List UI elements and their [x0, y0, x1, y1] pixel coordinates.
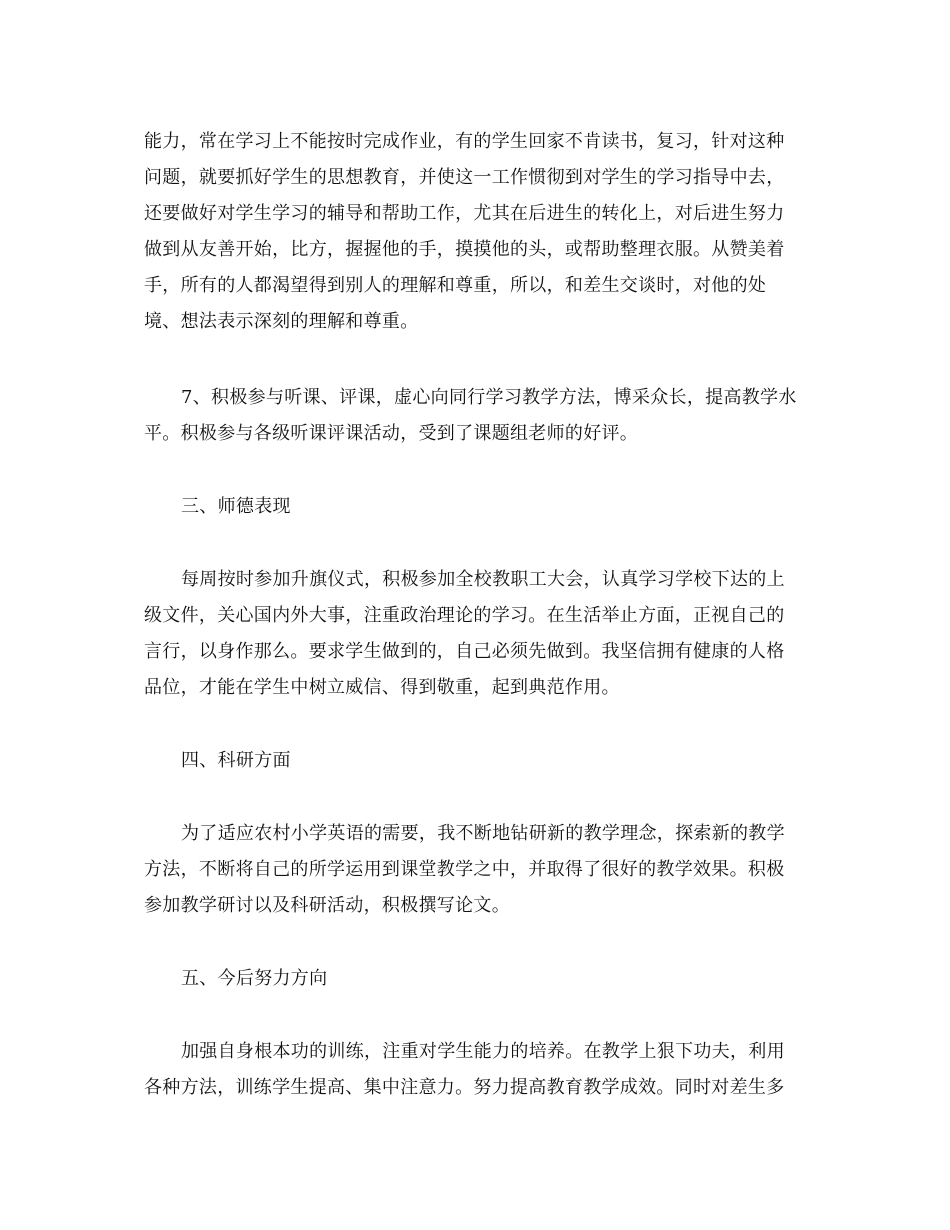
text-line: 境、想法表示深刻的理解和尊重。	[144, 311, 419, 332]
section-heading-3	[144, 489, 814, 525]
paragraph-research	[144, 816, 814, 924]
text-line: 还要做好对学生学习的辅导和帮助工作，尤其在后进生的转化上，对后进生努力	[144, 203, 785, 224]
text-line: 7、积极参与听课、评课，虚心向同行学习教学方法，博采众长，提高教学水	[181, 387, 797, 408]
text-line: 能力，常在学习上不能按时完成作业，有的学生回家不肯读书，复习，针对这种	[144, 131, 785, 152]
text-line: 各种方法，训练学生提高、集中注意力。努力提高教育教学成效。同时对差生多	[144, 1077, 785, 1098]
text-line: 加强自身根本功的训练，注重对学生能力的培养。在教学上狠下功夫，利用	[181, 1041, 785, 1062]
paragraph-future-direction	[144, 1034, 814, 1106]
text-line: 为了适应农村小学英语的需要，我不断地钻研新的教学理念，探索新的教学	[181, 823, 785, 844]
text-line: 参加教学研讨以及科研活动，积极撰写论文。	[144, 895, 510, 916]
section-heading: 五、今后努力方向	[181, 968, 328, 989]
paragraph-continuation	[144, 124, 814, 340]
section-heading-5	[144, 961, 814, 997]
text-line: 每周按时参加升旗仪式，积极参加全校教职工大会，认真学习学校下达的上	[181, 569, 785, 590]
text-line: 问题，就要抓好学生的思想教育，并使这一工作惯彻到对学生的学习指导中去，	[144, 167, 785, 188]
paragraph-teacher-ethics	[144, 562, 814, 706]
text-line: 言行，以身作那么。要求学生做到的，自己必须先做到。我坚信拥有健康的人格	[144, 641, 785, 662]
section-heading-4	[144, 743, 814, 779]
text-line: 品位，才能在学生中树立威信、得到敬重，起到典范作用。	[144, 677, 620, 698]
text-line: 级文件，关心国内外大事，注重政治理论的学习。在生活举止方面，正视自己的	[144, 605, 785, 626]
text-line: 平。积极参与各级听课评课活动，受到了课题组老师的好评。	[144, 423, 639, 444]
paragraph-item-7	[144, 380, 814, 452]
text-line: 做到从友善开始，比方，握握他的手，摸摸他的头，或帮助整理衣服。从赞美着	[144, 239, 785, 260]
text-line: 手，所有的人都渴望得到别人的理解和尊重，所以，和差生交谈时，对他的处	[144, 275, 767, 296]
section-heading: 四、科研方面	[181, 750, 291, 771]
text-line: 方法，不断将自己的所学运用到课堂教学之中，并取得了很好的教学效果。积极	[144, 859, 785, 880]
section-heading: 三、师德表现	[181, 496, 291, 517]
